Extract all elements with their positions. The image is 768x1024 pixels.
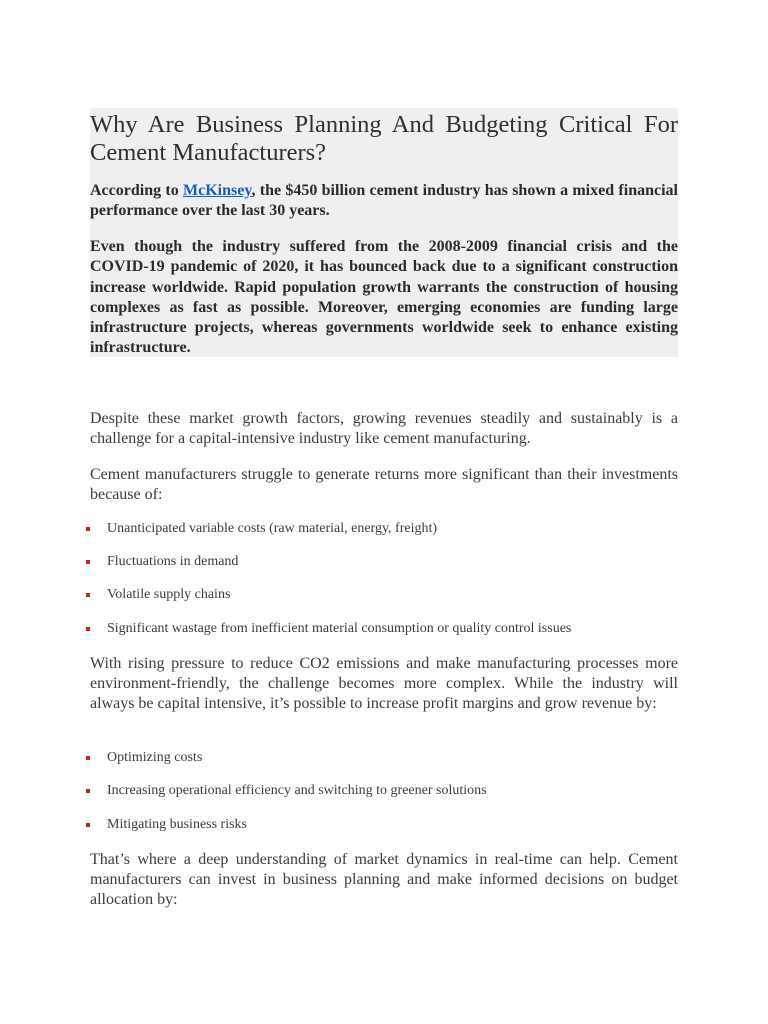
intro-paragraph-2: Even though the industry suffered from the 2008-2009 financial crisis and the COVID-19 pandemic of 2020, it has bounced back due to a significant construction increase worldwide. Rapid population growth warrants the construction of housing complexes as fast as possible. Moreover, emerging economies are funding large infrastructure projects, whereas governments worldwide seek to enhance existing infrastructure.: [90, 238, 678, 357]
bullet-icon: [86, 789, 90, 793]
paragraph-1: Despite these market growth factors, growing revenues steadily and sustainably is a challenge for a capital-intensive industry like cement manufacturing.: [90, 410, 678, 447]
bullet-icon: [86, 627, 90, 631]
bullet-icon: [86, 560, 90, 564]
intro-suffix: , the $450 billion cement industry has shown a mixed financial performance over the last 30 years.: [90, 182, 678, 220]
bullet-icon: [86, 593, 90, 597]
paragraph-4: That’s where a deep understanding of market dynamics in real-time can help. Cement manufacturers can invest in business planning and make informed decisions on budget allocation by:: [90, 851, 678, 908]
bullet-icon: [86, 527, 90, 531]
article-title: Why Are Business Planning And Budgeting Critical For Cement Manufacturers?: [90, 111, 678, 166]
paragraph-2: Cement manufacturers struggle to generate returns more significant than their investments because of:: [90, 466, 678, 503]
intro-prefix: According to: [90, 182, 184, 199]
paragraph-3: With rising pressure to reduce CO2 emissions and make manufacturing processes more environment-friendly, the challenge becomes more complex. While the industry will always be capital intensive, it’s possible to increase profit margins and grow revenue by:: [90, 655, 678, 712]
mckinsey-link[interactable]: McKinsey: [183, 182, 252, 199]
bullet-icon: [86, 756, 90, 760]
document-page: Why Are Business Planning And Budgeting Critical For Cement Manufacturers? According to McKinsey, the $450 billion cement industry has shown a mixed financial performance over the last 30 years. Even though the industry suffered from the 2008-2009 financial crisis and the COVID-19 pandemic of 2020, it has bounced back due to a significant construction increase worldwide. Rapid population growth warrants the construction of housing complexes as fast as possible. Moreover, emerging economies are funding large infrastructure projects, whereas governments worldwide seek to enhance existing infrastructure. Despite these market growth factors, growing revenues steadily and sustainably is a challenge for a capital-intensive industry like cement manufacturing. Cement manufacturers struggle to generate returns more significant than their investments because of: Unanticipated variable costs (raw material, energy, freight) Fluctuations in demand Volatile supply chains Significant wastage from inefficient material consumption or quality control issues With rising pressure to reduce CO2 emissions and make manufacturing processes more environment-friendly, the challenge becomes more complex. While the industry will always be capital intensive, it’s possible to increase profit margins and grow revenue by: Optimizing costs Increasing operational efficiency and switching to greener solutions Mitigating business risks That’s where a deep understanding of market dynamics in real-time can help. Cement manufacturers can invest in business planning and make informed decisions on budget allocation by:: [0, 0, 768, 1024]
intro-paragraph: [90, 181, 678, 222]
bullet-icon: [86, 823, 90, 827]
